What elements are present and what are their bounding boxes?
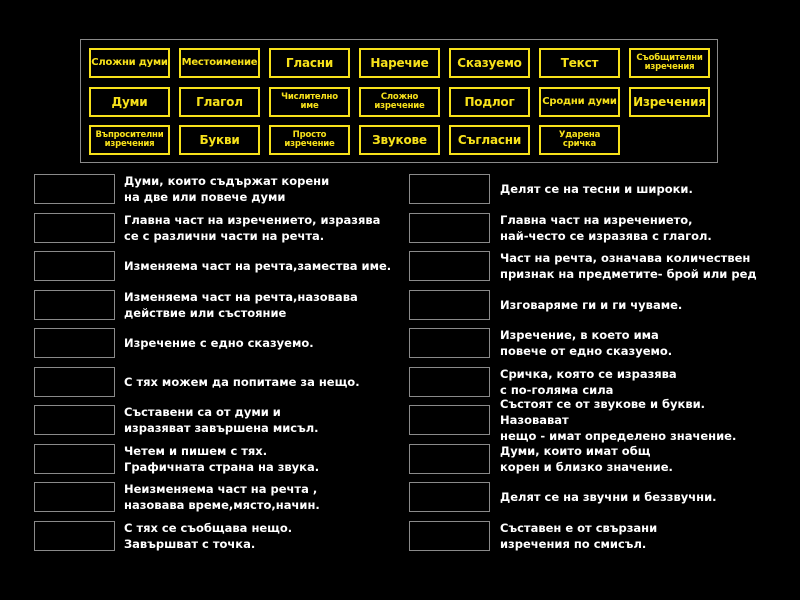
drop-slot-right-6[interactable] <box>409 367 490 397</box>
description-left-7: Съставени са от думи и изразяват завършена мисъл. <box>124 405 319 435</box>
tile-bukvi[interactable]: Букви <box>179 125 260 155</box>
drop-slot-left-7[interactable] <box>34 405 115 435</box>
tile-glasni[interactable]: Гласни <box>269 48 350 78</box>
description-right-3: Част на речта, означава количествен признак на предметите- брой или ред <box>500 251 757 281</box>
drop-slot-right-7[interactable] <box>409 405 490 435</box>
tile-saobshtitelni-izrecheniya[interactable]: Съобщителни изречения <box>629 48 710 78</box>
drop-slot-right-2[interactable] <box>409 213 490 243</box>
drop-slot-right-1[interactable] <box>409 174 490 204</box>
description-left-6: С тях можем да попитаме за нещо. <box>124 375 360 389</box>
description-left-9: Неизменяема част на речта , назовава време,място,начин. <box>124 482 320 512</box>
tile-zvukove[interactable]: Звукове <box>359 125 440 155</box>
tile-srodni-dumi[interactable]: Сродни думи <box>539 87 620 117</box>
drop-slot-left-8[interactable] <box>34 444 115 474</box>
description-right-5: Изречение, в което има повече от едно сказуемо. <box>500 328 673 358</box>
description-right-10: Съставен е от свързани изречения по смисъл. <box>500 521 658 551</box>
description-left-2: Главна част на изречението, изразява се с различни части на речта. <box>124 213 381 243</box>
tile-mestoimenie[interactable]: Местоимение <box>179 48 260 78</box>
drop-slot-left-5[interactable] <box>34 328 115 358</box>
tile-prosto-izrechenie[interactable]: Просто изречение <box>269 125 350 155</box>
tile-chislitelno-ime[interactable]: Числително име <box>269 87 350 117</box>
tile-skazuemo[interactable]: Сказуемо <box>449 48 530 78</box>
description-left-8: Четем и пишем с тях. Графичната страна на звука. <box>124 444 320 474</box>
drop-slot-left-3[interactable] <box>34 251 115 281</box>
drop-slot-right-10[interactable] <box>409 521 490 551</box>
drop-slot-right-8[interactable] <box>409 444 490 474</box>
drop-slot-left-9[interactable] <box>34 482 115 512</box>
drop-slot-left-10[interactable] <box>34 521 115 551</box>
tile-vaprositelni-izrecheniya[interactable]: Въпросителни изречения <box>89 125 170 155</box>
drop-slot-right-4[interactable] <box>409 290 490 320</box>
drop-slot-right-5[interactable] <box>409 328 490 358</box>
drop-slot-left-4[interactable] <box>34 290 115 320</box>
tile-glagol[interactable]: Глагол <box>179 87 260 117</box>
drop-slot-left-2[interactable] <box>34 213 115 243</box>
drop-slot-left-6[interactable] <box>34 367 115 397</box>
tile-tekst[interactable]: Текст <box>539 48 620 78</box>
tile-saglasni[interactable]: Съгласни <box>449 125 530 155</box>
drop-slot-right-3[interactable] <box>409 251 490 281</box>
description-left-1: Думи, които съдържат корени на две или повече думи <box>124 174 330 204</box>
tile-izrecheniya[interactable]: Изречения <box>629 87 710 117</box>
description-left-3: Изменяема част на речта,замества име. <box>124 259 392 273</box>
description-right-9: Делят се на звучни и беззвучни. <box>500 490 717 504</box>
description-left-5: Изречение с едно сказуемо. <box>124 336 314 350</box>
drop-slot-right-9[interactable] <box>409 482 490 512</box>
description-right-2: Главна част на изречението, най-често се изразява с глагол. <box>500 213 712 243</box>
tile-dumi[interactable]: Думи <box>89 87 170 117</box>
description-left-4: Изменяема част на речта,назовава действие или състояние <box>124 290 358 320</box>
tile-narechie[interactable]: Наречие <box>359 48 440 78</box>
tile-udarena-srichka[interactable]: Ударена сричка <box>539 125 620 155</box>
drop-slot-left-1[interactable] <box>34 174 115 204</box>
tile-slozhno-izrechenie[interactable]: Сложно изречение <box>359 87 440 117</box>
description-right-6: Сричка, която се изразява с по-голяма сила <box>500 367 677 397</box>
tile-slozhni-dumi[interactable]: Сложни думи <box>89 48 170 78</box>
tile-podlog[interactable]: Подлог <box>449 87 530 117</box>
description-right-4: Изговаряме ги и ги чуваме. <box>500 298 683 312</box>
description-right-7: Състоят се от звукове и букви. Назовават нещо - имат определено значение. <box>500 397 737 443</box>
description-right-1: Делят се на тесни и широки. <box>500 182 693 196</box>
description-left-10: С тях се съобщава нещо. Завършват с точка. <box>124 521 293 551</box>
description-right-8: Думи, които имат общ корен и близко значение. <box>500 444 673 474</box>
